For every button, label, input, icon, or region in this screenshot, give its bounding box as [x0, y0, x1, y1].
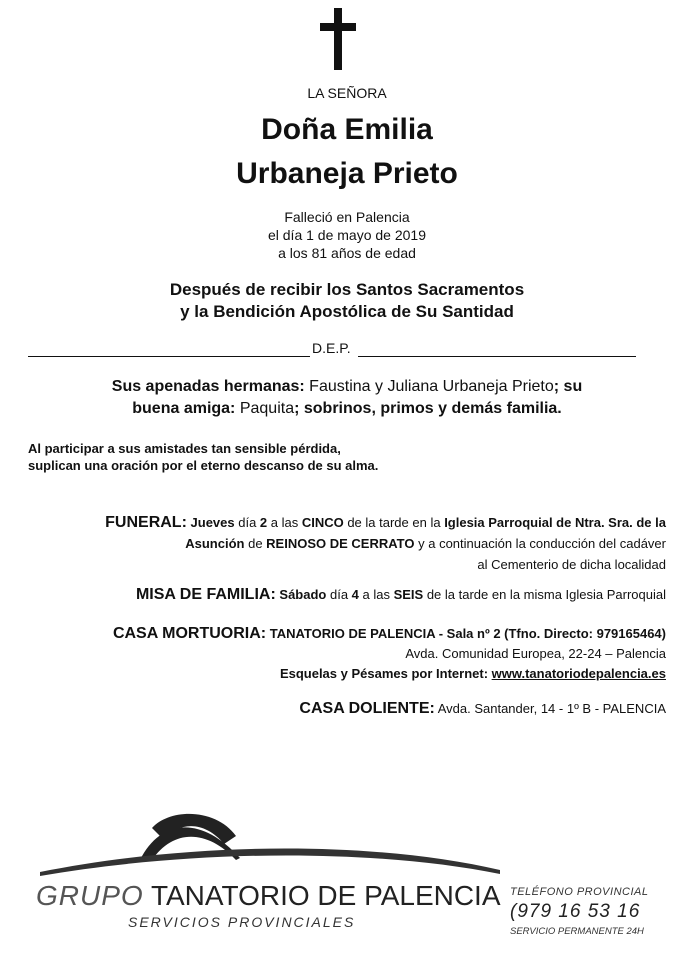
family-label-hermanas: Sus apenadas hermanas: [111, 378, 305, 395]
misa-text: día [326, 587, 352, 602]
divider-right [358, 340, 636, 357]
doliente-block [299, 698, 666, 719]
funeral-date: 2 [259, 515, 268, 530]
dep-text: D.E.P. [312, 340, 351, 356]
misa-text: a las [358, 587, 394, 602]
mortuoria-line1 [113, 624, 666, 644]
doliente-label: CASA DOLIENTE: [299, 700, 435, 717]
funeral-text: de [244, 536, 267, 551]
internet-label: Esquelas y Pésames por Internet: [279, 666, 492, 681]
mortuoria-label: CASA MORTUORIA: [112, 625, 267, 642]
footer-phone-number: 979 16 53 16 [517, 901, 641, 922]
prayer-line2: suplican una oración por el eterno descanso de su alma. [28, 458, 379, 473]
phone-icon: ( [510, 901, 518, 922]
funeral-label: FUNERAL: [105, 514, 187, 531]
misa-block [136, 584, 666, 605]
footer-servicios: SERVICIOS PROVINCIALES [128, 914, 356, 930]
misa-label: MISA DE FAMILIA: [135, 586, 276, 603]
intro-text: LA SEÑORA [307, 85, 387, 101]
funeral-line2 [105, 533, 666, 554]
footer-brand [36, 880, 501, 912]
tanatorio-logo-icon [40, 806, 520, 878]
deceased-name-line1: Doña Emilia [261, 113, 433, 146]
mortuoria-address: Avda. Comunidad Europea, 22-24 – Palencia [405, 646, 666, 661]
mortuoria-place: TANATORIO DE PALENCIA - Sala nº 2 (Tfno. Directo: 979165464) [266, 626, 666, 641]
footer-phone [510, 901, 640, 923]
funeral-church: Asunción [185, 536, 245, 551]
funeral-text: día [234, 515, 260, 530]
family-sep: ; su [553, 378, 583, 395]
sacraments-line1: Después de recibir los Santos Sacramentos [169, 280, 525, 299]
footer-grupo: GRUPO [36, 880, 144, 911]
funeral-line3: al Cementerio de dicha localidad [477, 557, 666, 572]
age-text: a los 81 años de edad [278, 245, 416, 261]
cross-icon [320, 8, 356, 70]
prayer-text [28, 440, 378, 474]
divider-left [28, 340, 310, 357]
family-label-amiga: buena amiga: [132, 400, 236, 417]
family-line1 [0, 376, 694, 398]
mortuoria-block [113, 624, 666, 684]
family-rest: ; sobrinos, primos y demás familia. [294, 400, 562, 417]
funeral-line1 [105, 512, 666, 533]
sacraments-line2: y la Bendición Apostólica de Su Santidad [180, 302, 514, 321]
footer-phone-label: TELÉFONO PROVINCIAL [510, 886, 649, 898]
misa-hour: SEIS [393, 587, 424, 602]
funeral-text: y a continuación la conducción del cadáver [414, 536, 666, 551]
footer-service-note: SERVICIO PERMANENTE 24H [510, 926, 644, 937]
funeral-day: Jueves [186, 515, 235, 530]
misa-day: Sábado [275, 587, 327, 602]
family-hermanas: Faustina y Juliana Urbaneja Prieto [304, 378, 554, 395]
doliente-address: Avda. Santander, 14 - 1º B - PALENCIA [434, 701, 666, 716]
family-line2 [0, 398, 694, 420]
funeral-text: a las [267, 515, 302, 530]
funeral-town: REINOSO DE CERRATO [266, 536, 415, 551]
misa-date: 4 [351, 587, 359, 602]
deceased-name-line2: Urbaneja Prieto [236, 157, 458, 190]
family-paragraph [0, 376, 694, 420]
footer-tanatorio: TANATORIO DE PALENCIA [143, 880, 501, 911]
website-link[interactable]: www.tanatoriodepalencia.es [491, 666, 666, 681]
prayer-line1: Al participar a sus amistades tan sensible pérdida, [28, 441, 341, 456]
misa-text: de la tarde en la misma Iglesia Parroquial [423, 587, 666, 602]
death-date: el día 1 de mayo de 2019 [267, 227, 426, 243]
funeral-hour: CINCO [301, 515, 344, 530]
mortuoria-internet [113, 664, 666, 684]
funeral-church: Iglesia Parroquial de Ntra. Sra. de la [444, 515, 666, 530]
funeral-block [105, 512, 666, 575]
funeral-text: de la tarde en la [343, 515, 445, 530]
family-amiga: Paquita [235, 400, 295, 417]
death-place: Falleció en Palencia [284, 209, 410, 225]
